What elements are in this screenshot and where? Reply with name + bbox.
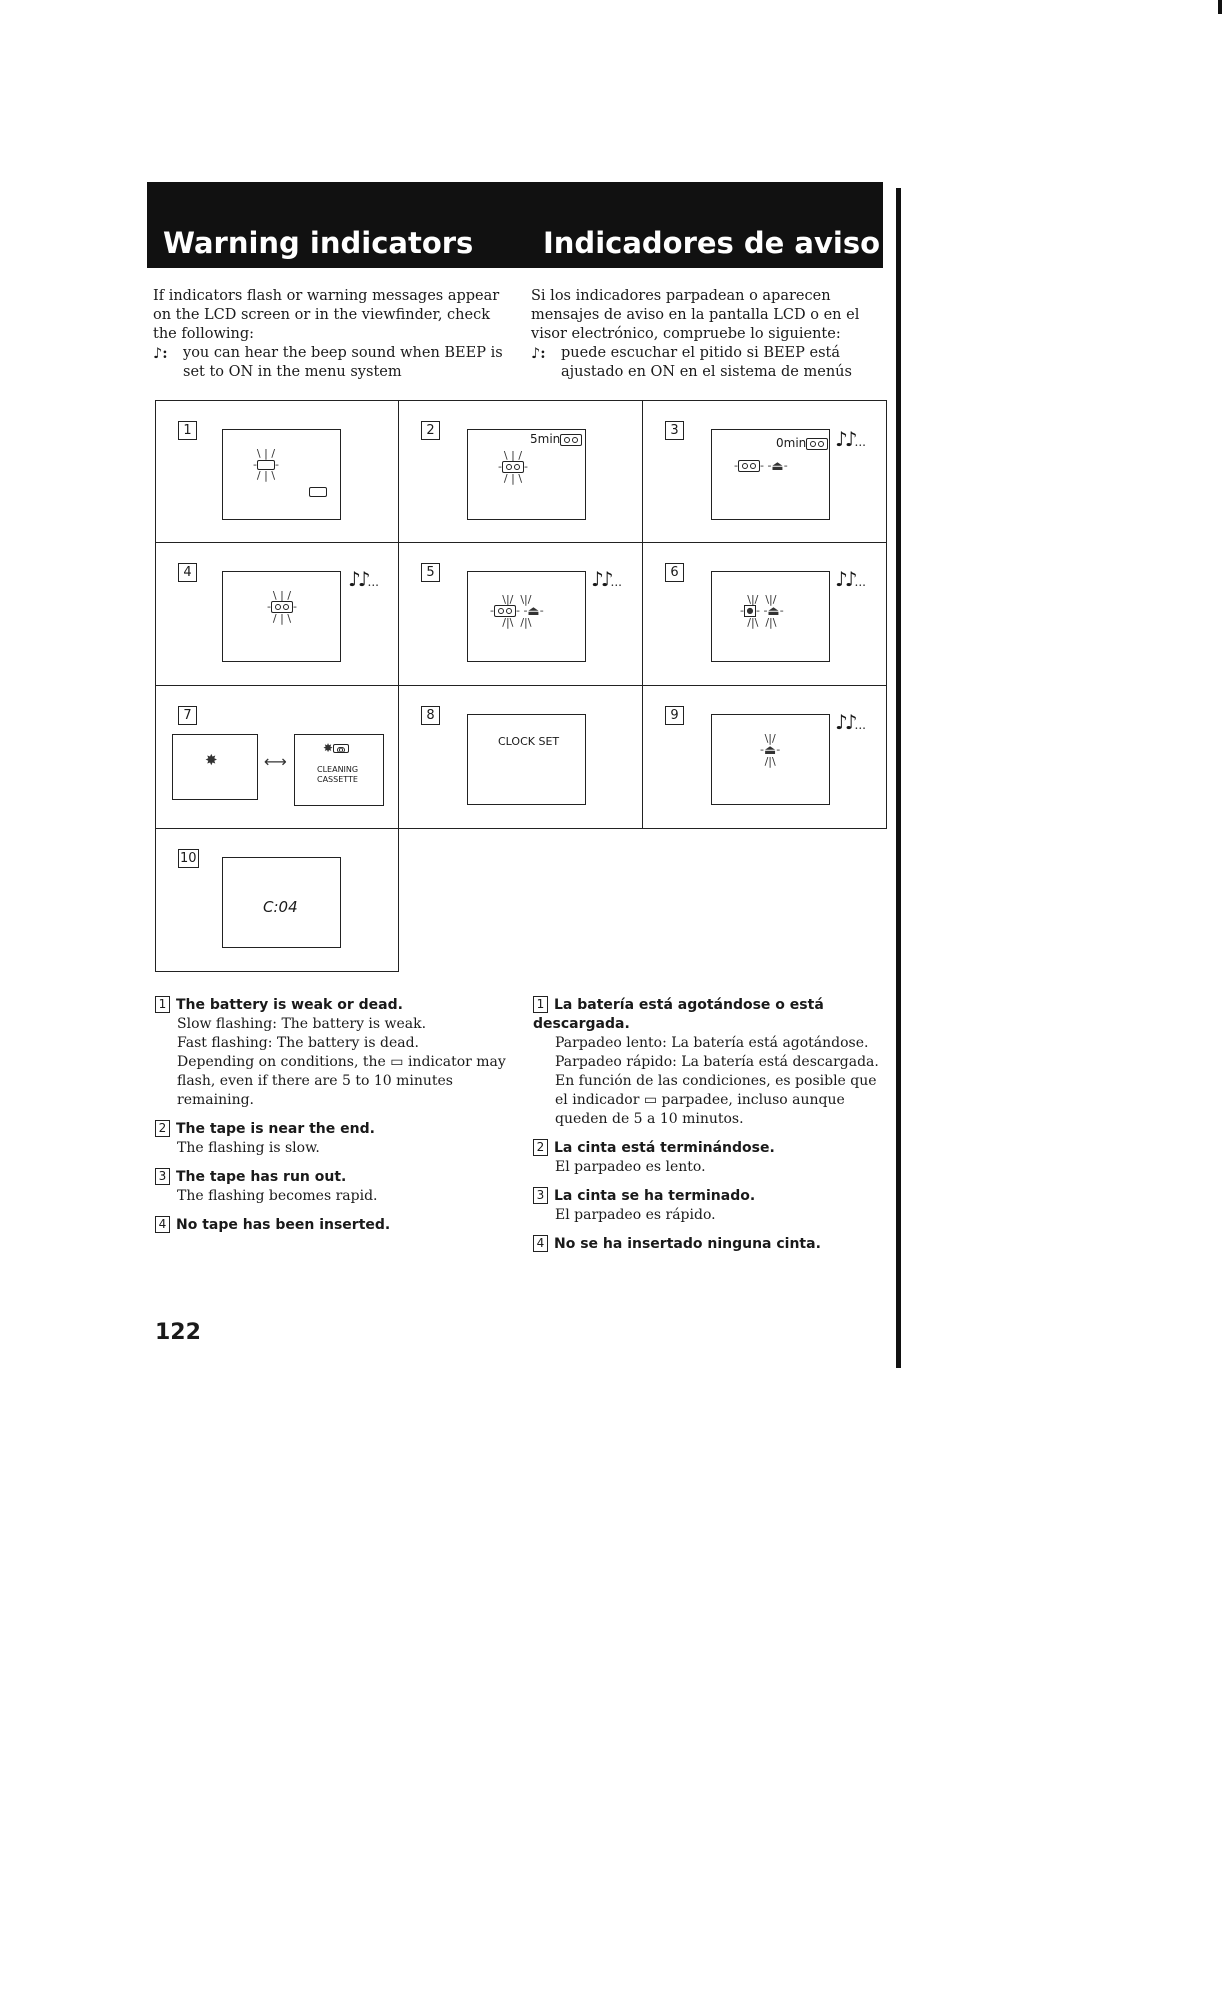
flashing-tape-eject-icon: \|/ \|/ - - -⏏- /|\ /|\ [490,593,544,629]
panel-number: 2 [421,421,440,440]
list-item [155,996,515,1110]
tape-icon [806,438,828,450]
item-body [533,1034,893,1129]
item-number: 1 [533,996,548,1013]
item-number: 3 [155,1168,170,1185]
item-line: En función de las condiciones, es posible que el indicador ▭ parpadee, incluso aunque queden de 5 a 10 minutos. [555,1073,877,1127]
viewfinder-screen [711,429,830,520]
beep-ellipsis: ... [854,718,866,732]
panel-2 [399,400,643,543]
corner-mark [1218,0,1222,14]
tape-remaining-value: 5min [530,432,561,446]
beep-mark: ♪♪ [835,427,855,451]
battery-icon [309,486,327,497]
item-number: 4 [533,1235,548,1252]
tape-icon [560,434,582,446]
viewfinder-screen [467,429,586,520]
panel-number: 1 [178,421,197,440]
list-item [533,1235,893,1254]
panel-6 [643,543,887,686]
viewfinder-screen [222,571,341,662]
panel-5 [399,543,643,686]
beep-mark: ♪♪ [835,567,855,591]
beep-mark: ♪♪ [591,567,611,591]
beep-sound-indicator [348,567,379,591]
page-title-es: Indicadores de aviso [543,226,881,260]
item-title [533,1139,893,1158]
panel-10 [155,829,399,972]
item-line: El parpadeo es lento. [555,1159,706,1175]
page-number: 122 [155,1320,201,1345]
item-body [155,1015,515,1110]
item-line: The flashing is slow. [177,1140,320,1156]
item-line: Parpadeo rápido: La batería está descargada. [555,1054,879,1070]
beep-note-en [153,344,513,382]
flashing-battery-icon: \ | / - - / | \ [253,447,279,482]
beep-note-es [531,344,891,382]
page-title-en: Warning indicators [163,226,474,260]
flashing-lock-eject-icon: \|/ \|/ - ● - -⏏- /|\ /|\ [740,593,784,629]
panel-1 [155,400,399,543]
viewfinder-screen-right [294,734,384,806]
beep-note-text: you can hear the beep sound when BEEP is set to ON in the menu system [183,345,503,380]
item-title-text: No tape has been inserted. [176,1217,391,1233]
beep-ellipsis: ... [854,435,866,449]
item-number: 2 [155,1120,170,1137]
intro-es: Si los indicadores parpadean o aparecen mensajes de aviso en la pantalla LCD o en el visor electrónico, compruebe lo siguiente: [531,288,860,342]
list-item [155,1120,515,1158]
item-body [155,1139,515,1158]
item-title-text: The tape has run out. [176,1169,347,1185]
viewfinder-screen [711,571,830,662]
item-title [155,1120,515,1139]
beep-ellipsis: ... [367,575,379,589]
item-number: 3 [533,1187,548,1204]
beep-sound-indicator [835,427,866,451]
item-line: Depending on conditions, the ▭ indicator may flash, even if there are 5 to 10 minutes remaining. [177,1054,506,1108]
panel-number: 6 [665,563,684,582]
item-title [533,1235,893,1254]
beep-ellipsis: ... [854,575,866,589]
viewfinder-screen [467,571,586,662]
viewfinder-screen [467,714,586,805]
beep-note-text: puede escuchar el pitido si BEEP está ajustado en ON en el sistema de menús [561,345,852,380]
viewfinder-screen [711,714,830,805]
list-item [533,1187,893,1225]
item-title [533,996,893,1034]
explanations-es [533,996,893,1264]
item-line: Fast flashing: The battery is dead. [177,1035,419,1051]
panel-number: 10 [180,851,197,866]
item-line: El parpadeo es rápido. [555,1207,716,1223]
beep-mark: ♪♪ [835,710,855,734]
panel-number: 8 [421,706,440,725]
tape-remaining-text [776,436,828,450]
intro-en: If indicators flash or warning messages appear on the LCD screen or in the viewfinder, check the following: [153,288,500,342]
panel-3 [643,400,887,543]
indicator-figure [155,400,885,970]
panel-7 [155,686,399,829]
flashing-tape-icon: \ | / - - / | \ [267,589,297,625]
beep-sound-indicator [835,567,866,591]
panel-number: 5 [421,563,440,582]
list-item [155,1168,515,1206]
flashing-star-icon: ✸ [205,751,218,769]
item-body [155,1187,515,1206]
cassette-label: CASSETTE [317,775,358,784]
item-title-text: La cinta está terminándose. [554,1140,775,1156]
beep-ellipsis: ... [610,575,622,589]
flashing-tape-eject-icon: - - -⏏- [734,458,788,474]
clock-set-message: CLOCK SET [498,735,560,748]
beep-note-icon: ♪: [531,345,546,362]
tape-remaining-value: 0min [776,436,807,450]
tape-remaining-text [530,432,582,446]
beep-mark: ♪♪ [348,567,368,591]
item-title-text: La cinta se ha terminado. [554,1188,756,1204]
item-number: 1 [155,996,170,1013]
cleaning-label: CLEANING [317,765,359,774]
item-line: Slow flashing: The battery is weak. [177,1016,427,1032]
item-number: 2 [533,1139,548,1156]
item-line: The flashing becomes rapid. [177,1188,378,1204]
item-title [533,1187,893,1206]
viewfinder-screen-left [172,734,258,800]
panel-number: 3 [665,421,684,440]
beep-sound-indicator [835,710,866,734]
self-diagnosis-code: C:04 [263,898,298,916]
item-body [533,1206,893,1225]
item-title-text: No se ha insertado ninguna cinta. [554,1236,821,1252]
list-item [533,996,893,1129]
list-item [533,1139,893,1177]
viewfinder-screen [222,857,341,948]
flashing-eject-icon: \|/ -⏏- /|\ [760,732,781,768]
right-edge-rule [896,188,901,1368]
panel-8 [399,686,643,829]
item-title-text: La batería está agotándose o está descargada. [533,997,824,1032]
viewfinder-screen [222,429,341,520]
panel-number: 9 [665,706,684,725]
panel-number: 4 [178,563,197,582]
item-line: Parpadeo lento: La batería está agotándose. [555,1035,869,1051]
flashing-tape-icon: \ | / - - / | \ [498,449,528,485]
alternating-arrow-icon: ⟷ [264,752,287,771]
item-body [533,1158,893,1177]
item-title [155,996,515,1015]
explanations-en [155,996,515,1245]
flashing-tape-icon: ✸ [323,743,349,754]
item-title [155,1168,515,1187]
panel-4 [155,543,399,686]
item-number: 4 [155,1216,170,1233]
item-title-text: The tape is near the end. [176,1121,375,1137]
item-title-text: The battery is weak or dead. [176,997,403,1013]
list-item [155,1216,515,1235]
item-title [155,1216,515,1235]
panel-9 [643,686,887,829]
panel-number: 7 [178,706,197,725]
beep-sound-indicator [591,567,622,591]
beep-note-icon: ♪: [153,345,168,362]
